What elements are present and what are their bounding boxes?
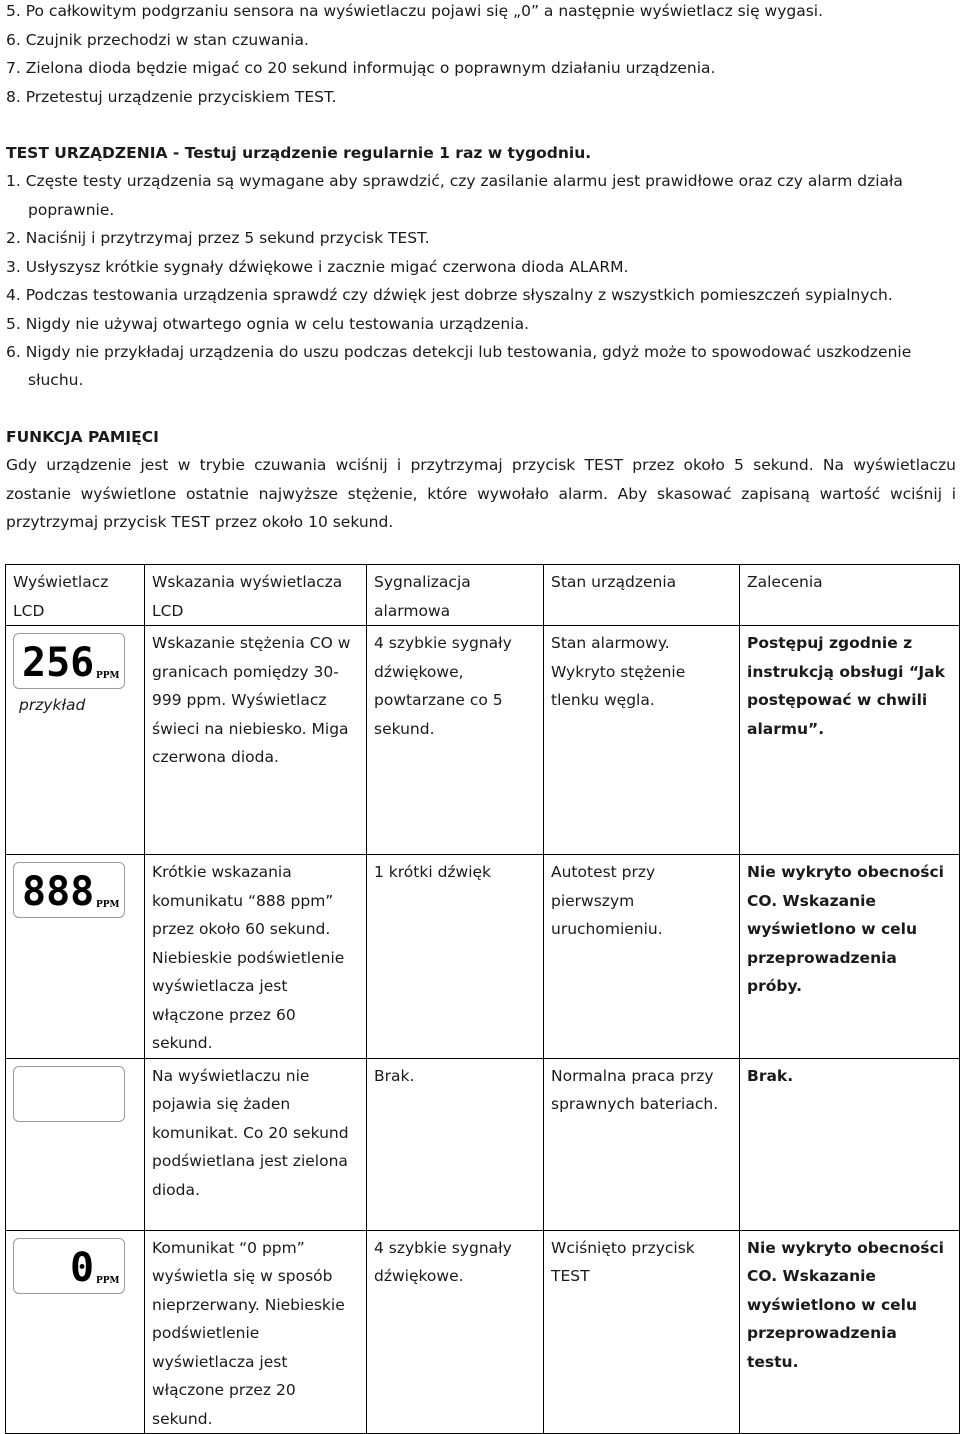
lcd-unit: PPM [96, 671, 120, 681]
table-cell: Nie wykryto obecności CO. Wskazanie wyświetlono w celu przeprowadzenia testu. [740, 1230, 960, 1434]
table-row [6, 626, 960, 855]
table-cell: Autotest przy pierwszym uruchomieniu. [544, 855, 740, 1059]
example-label: przykład [19, 696, 86, 714]
lcd-digits: 0 [70, 1244, 95, 1291]
lcd-digits: 256 [22, 640, 95, 686]
table-cell: 4 szybkie sygnały dźwiękowe. [367, 1230, 544, 1434]
table-cell: Nie wykryto obecności CO. Wskazanie wyświetlono w celu przeprowadzenia próby. [740, 855, 960, 1059]
intro-line: 6. Czujnik przechodzi w stan czuwania. [6, 31, 309, 49]
lcd-display-image [13, 1238, 125, 1294]
item-number: 2. [6, 229, 21, 247]
lcd-unit: PPM [96, 1275, 120, 1286]
table-row [6, 855, 960, 1059]
table-cell: Brak. [367, 1058, 544, 1230]
lcd-digits: 888 [22, 869, 95, 915]
intro-line: 7. Zielona dioda będzie migać co 20 sekund informując o poprawnym działaniu urządzenia. [6, 59, 716, 77]
memory-heading: FUNKCJA PAMIĘCI [6, 428, 159, 446]
item-number: 5. [6, 315, 21, 333]
lcd-indications-table [5, 564, 960, 1434]
table-cell: Wciśnięto przycisk TEST [544, 1230, 740, 1434]
item-number: 1. [6, 172, 21, 190]
item-text: Częste testy urządzenia są wymagane aby sprawdzić, czy zasilanie alarmu jest prawidłowe oraz czy alarm działa [25, 172, 903, 190]
table-row [6, 1058, 960, 1230]
item-number: 4. [6, 286, 21, 304]
table-cell: Wskazanie stężenia CO w granicach pomiędzy 30-999 ppm. Wyświetlacz świeci na niebiesko. Miga czerwona dioda. [145, 626, 367, 855]
table-cell: Na wyświetlaczu nie pojawia się żaden komunikat. Co 20 sekund podświetlana jest zielona dioda. [145, 1058, 367, 1230]
item-text: Nigdy nie używaj otwartego ognia w celu testowania urządzenia. [25, 315, 529, 333]
lcd-display-svg [14, 863, 124, 917]
lcd-display-blank [13, 1066, 125, 1122]
intro-line: 8. Przetestuj urządzenie przyciskiem TEST. [6, 88, 337, 106]
header-cell: Wskazania wyświetlacza LCD [145, 565, 367, 626]
lcd-unit: PPM [96, 900, 120, 910]
table-cell: Postępuj zgodnie z instrukcją obsługi “Jak postępować w chwili alarmu”. [740, 626, 960, 855]
test-item [6, 229, 430, 247]
test-item-continuation: poprawnie. [28, 201, 115, 219]
header-cell: Stan urządzenia [544, 565, 740, 626]
item-text: Usłyszysz krótkie sygnały dźwiękowe i zacznie migać czerwona dioda ALARM. [25, 258, 629, 276]
item-number: 3. [6, 258, 21, 276]
item-text: Naciśnij i przytrzymaj przez 5 sekund przycisk TEST. [25, 229, 430, 247]
table-cell: Krótkie wskazania komunikatu “888 ppm” przez około 60 sekund. Niebieskie podświetlenie wyświetlacza jest włączone przez 60 sekund. [145, 855, 367, 1059]
table-cell: 4 szybkie sygnały dźwiękowe, powtarzane co 5 sekund. [367, 626, 544, 855]
table-row [6, 1230, 960, 1434]
lcd-cell [6, 626, 145, 855]
header-cell: Zalecenia [740, 565, 960, 626]
table-cell: Komunikat “0 ppm” wyświetla się w sposób nieprzerwany. Niebieskie podświetlenie wyświetlacza jest włączone przez 20 sekund. [145, 1230, 367, 1434]
lcd-cell [6, 1058, 145, 1230]
test-item [6, 315, 529, 333]
intro-line: 5. Po całkowitym podgrzaniu sensora na wyświetlaczu pojawi się „0” a następnie wyświetlacz się wygasi. [6, 2, 824, 20]
table-cell: Normalna praca przy sprawnych bateriach. [544, 1058, 740, 1230]
lcd-cell [6, 1230, 145, 1434]
test-item [6, 343, 911, 361]
test-item-continuation: słuchu. [28, 371, 84, 389]
lcd-display-svg [14, 634, 124, 688]
table-cell: Stan alarmowy. Wykryto stężenie tlenku węgla. [544, 626, 740, 855]
lcd-display-image [13, 862, 125, 918]
table-cell: 1 krótki dźwięk [367, 855, 544, 1059]
item-number: 6. [6, 343, 21, 361]
test-heading: TEST URZĄDZENIA - Testuj urządzenie regularnie 1 raz w tygodniu. [6, 144, 592, 162]
header-cell: Sygnalizacja alarmowa [367, 565, 544, 626]
header-cell: Wyświetlacz LCD [6, 565, 145, 626]
test-item [6, 172, 903, 190]
lcd-display-image [13, 633, 125, 689]
table-header-row [6, 565, 960, 626]
test-item [6, 258, 628, 276]
test-item [6, 286, 893, 304]
lcd-cell [6, 855, 145, 1059]
memory-paragraph: Gdy urządzenie jest w trybie czuwania wciśnij i przytrzymaj przycisk TEST przez około 5 sekund. Na wyświetlaczu zostanie wyświetlone ostatnie najwyższe stężenie, które wywołało alarm. Aby skasować zapisaną wartość wciśnij i przytrzymaj przycisk TEST przez około 10 sekund. [6, 456, 956, 531]
item-text: Podczas testowania urządzenia sprawdź czy dźwięk jest dobrze słyszalny z wszystkich pomieszczeń sypialnych. [25, 286, 893, 304]
table-cell: Brak. [740, 1058, 960, 1230]
item-text: Nigdy nie przykładaj urządzenia do uszu podczas detekcji lub testowania, gdyż może to spowodować uszkodzenie [25, 343, 912, 361]
lcd-display-svg [14, 1239, 124, 1293]
